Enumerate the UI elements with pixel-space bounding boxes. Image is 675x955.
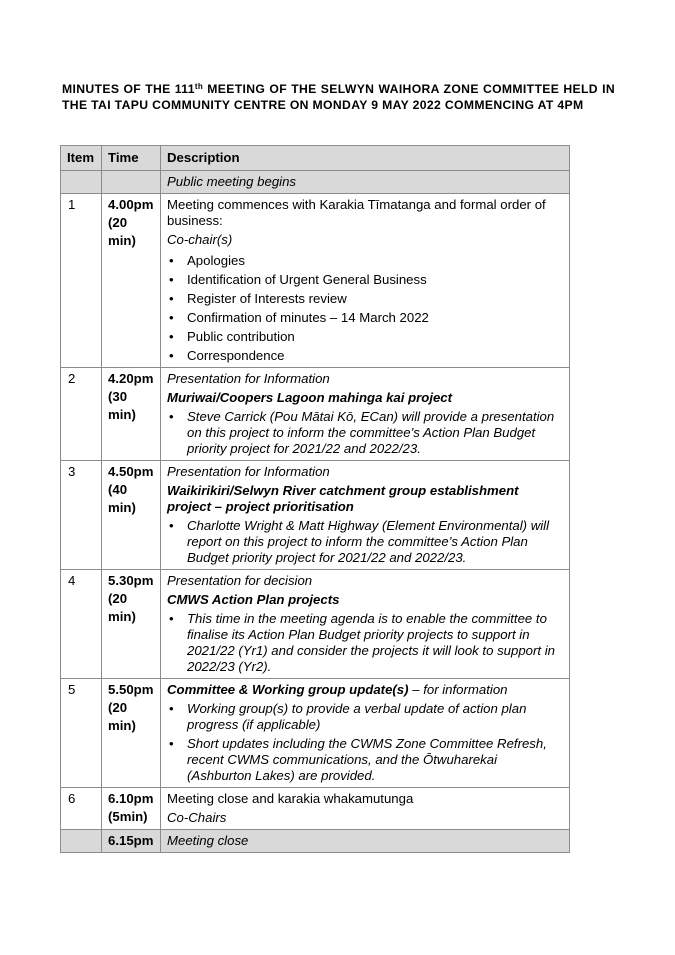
time-cell: [102, 461, 161, 570]
item-cell: 1: [61, 194, 102, 368]
time-cell: [102, 788, 161, 830]
duration-unit: min): [108, 407, 136, 422]
table-row: [61, 171, 570, 194]
table-row: [61, 679, 570, 788]
description-presenter: Co-Chairs: [167, 810, 227, 825]
title-prefix: MINUTES OF THE 111: [62, 82, 195, 96]
time-value: 4.50pm: [108, 464, 154, 479]
description-heading: [167, 682, 563, 698]
bullet-list: [167, 701, 563, 784]
bullet-icon: •: [169, 409, 174, 424]
time-value: 4.20pm: [108, 371, 154, 386]
list-item: • Register of Interests review: [169, 291, 347, 306]
item-cell: [61, 171, 102, 194]
table-row: [61, 368, 570, 461]
list-item: • Working group(s) to provide a verbal update of action plan progress (if applicable): [169, 701, 527, 732]
list-item: • Public contribution: [169, 329, 295, 344]
table-row: [61, 788, 570, 830]
time-cell: [102, 570, 161, 679]
description-type: Presentation for Information: [167, 371, 330, 386]
list-item: • Apologies: [169, 253, 245, 268]
duration-value: (20: [108, 215, 128, 230]
bullet-icon: •: [169, 611, 174, 626]
header-row: [61, 146, 570, 171]
header-description: Description: [161, 146, 570, 171]
table-row: [61, 830, 570, 853]
bullet-icon: •: [169, 329, 174, 344]
time-cell: 6.15pm: [102, 830, 161, 853]
bullet-icon: •: [169, 310, 174, 325]
description-cell: [161, 788, 570, 830]
header-time: Time: [102, 146, 161, 171]
duration-value: (5min): [108, 809, 148, 824]
title-superscript: th: [194, 82, 204, 91]
item-cell: 2: [61, 368, 102, 461]
time-cell: [102, 679, 161, 788]
bullet-icon: •: [169, 518, 174, 533]
bullet-icon: •: [169, 291, 174, 306]
agenda-table: [60, 145, 570, 853]
table-row: [61, 570, 570, 679]
list-item: • Correspondence: [169, 348, 285, 363]
item-cell: 4: [61, 570, 102, 679]
item-cell: 3: [61, 461, 102, 570]
description-project: CMWS Action Plan projects: [167, 592, 340, 607]
description-type: Presentation for decision: [167, 573, 313, 588]
header-item: Item: [61, 146, 102, 171]
duration-unit: min): [108, 233, 136, 248]
description-heading-rest: – for information: [408, 682, 508, 697]
table-row: [61, 194, 570, 368]
duration-value: (30: [108, 389, 128, 404]
list-item: • Confirmation of minutes – 14 March 2022: [169, 310, 429, 325]
description-type: Presentation for Information: [167, 464, 330, 479]
bullet-list: [167, 409, 563, 457]
duration-value: (40: [108, 482, 128, 497]
time-value: 5.50pm: [108, 682, 154, 697]
item-cell: [61, 830, 102, 853]
time-cell: [102, 171, 161, 194]
page-title: [62, 81, 615, 113]
description-cell: [161, 679, 570, 788]
table-row: [61, 461, 570, 570]
description-cell: [161, 194, 570, 368]
time-value: 5.30pm: [108, 573, 154, 588]
time-value: 4.00pm: [108, 197, 154, 212]
item-cell: 5: [61, 679, 102, 788]
description-presenter: Co-chair(s): [167, 232, 233, 247]
duration-unit: min): [108, 609, 136, 624]
list-item: • Identification of Urgent General Business: [169, 272, 427, 287]
description-cell: Meeting close: [161, 830, 570, 853]
description-cell: Public meeting begins: [161, 171, 570, 194]
list-item: • Short updates including the CWMS Zone Committee Refresh, recent CWMS communications, and the Ōtwuharekai (Ashburton Lakes) are provided.: [169, 736, 547, 783]
title-rest: MEETING OF THE SELWYN WAIHORA ZONE COMMITTEE HELD IN THE TAI TAPU COMMUNITY CENTRE ON MONDAY 9 MAY 2022 COMMENCING AT 4PM: [62, 82, 615, 112]
description-cell: [161, 570, 570, 679]
description-text: Meeting close and karakia whakamutunga: [167, 791, 414, 806]
list-item: • Charlotte Wright & Matt Highway (Element Environmental) will report on this project to inform the committee’s Action Plan Budget priority project for 2021/22 and 2022/23.: [169, 518, 550, 565]
description-text: Meeting commences with Karakia Tīmatanga and formal order of business:: [167, 197, 546, 228]
list-item: • This time in the meeting agenda is to enable the committee to finalise its Action Plan Budget priority projects to support in 2021/22 (Yr1) and consider the projects it will look to support in 2022/23 (Yr2).: [169, 611, 555, 674]
description-heading-bold: Committee & Working group update(s): [167, 682, 409, 697]
time-cell: [102, 368, 161, 461]
bullet-icon: •: [169, 348, 174, 363]
bullet-list: [167, 611, 563, 675]
bullet-icon: •: [169, 272, 174, 287]
bullet-list: [167, 518, 563, 566]
duration-value: (20: [108, 700, 128, 715]
bullet-icon: •: [169, 701, 174, 716]
description-cell: [161, 368, 570, 461]
time-cell: [102, 194, 161, 368]
description-cell: [161, 461, 570, 570]
list-item: • Steve Carrick (Pou Mātai Kō, ECan) will provide a presentation on this project to inform the committee’s Action Plan Budget priority project for 2021/22 and 2022/23.: [169, 409, 555, 456]
time-value: 6.10pm: [108, 791, 154, 806]
bullet-icon: •: [169, 736, 174, 751]
duration-unit: min): [108, 500, 136, 515]
item-cell: 6: [61, 788, 102, 830]
bullet-list: [167, 253, 563, 364]
bullet-icon: •: [169, 253, 174, 268]
description-project: Waikirikiri/Selwyn River catchment group establishment project – project prioritisation: [167, 483, 519, 514]
duration-value: (20: [108, 591, 128, 606]
duration-unit: min): [108, 718, 136, 733]
description-project: Muriwai/Coopers Lagoon mahinga kai project: [167, 390, 453, 405]
